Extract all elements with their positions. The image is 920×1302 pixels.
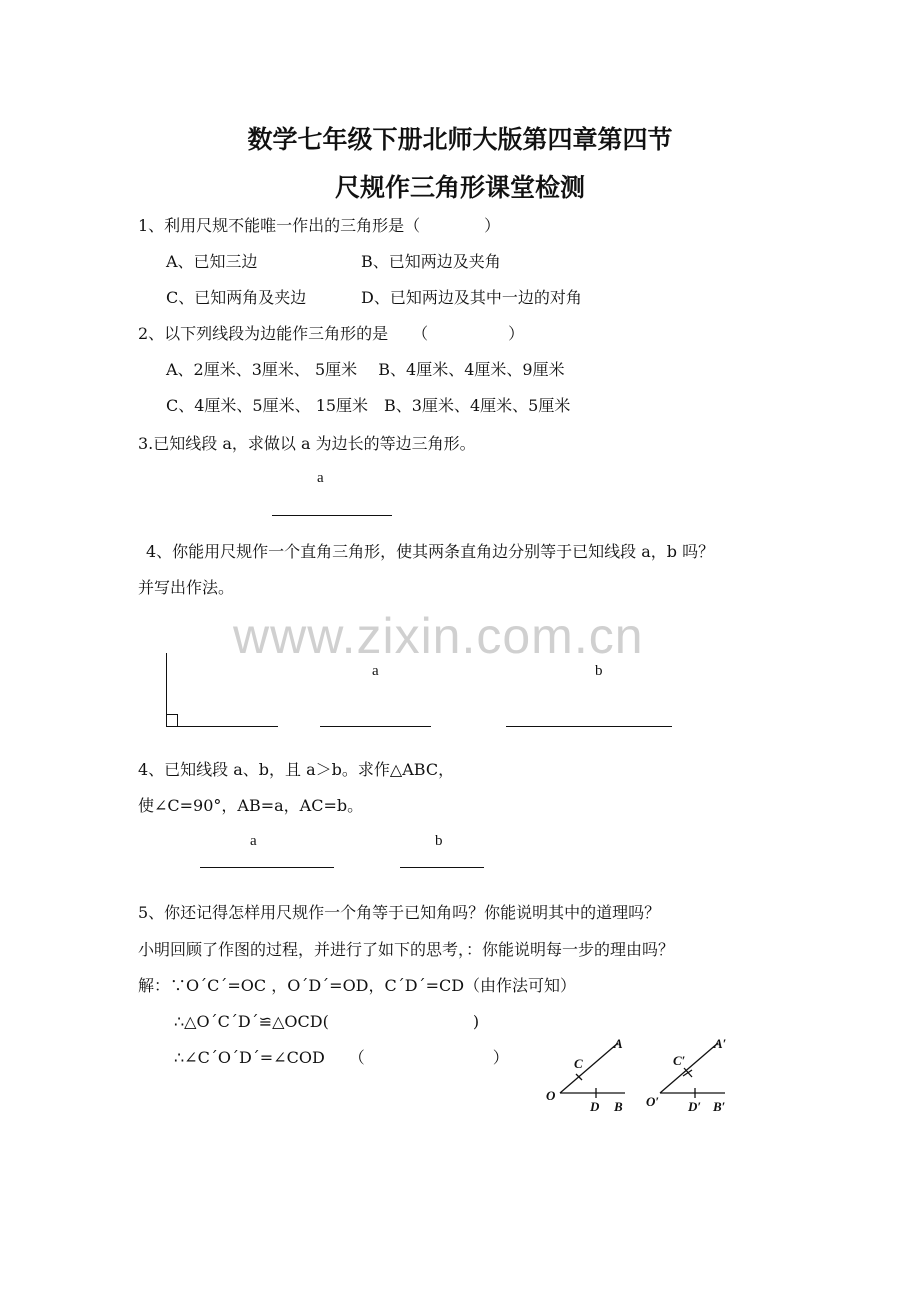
q4b-stem-line-2: 使∠C=90°，AB=a，AC=b。 <box>138 796 364 815</box>
q4a-segment-a <box>320 726 431 727</box>
q1-option-b: B、已知两边及夹角 <box>361 252 501 271</box>
label-b: B <box>614 1099 623 1114</box>
q3-segment-a <box>272 515 392 516</box>
q5-solution-line-2: ∴△O´C´D´≌△OCD( ) <box>174 1012 480 1031</box>
q4a-segment-b <box>506 726 672 727</box>
right-ray-oa <box>660 1043 718 1093</box>
q2-stem: 2、以下列线段为边能作三角形的是 （ ） <box>138 324 525 343</box>
title-line-1: 数学七年级下册北师大版第四章第四节 <box>247 125 673 154</box>
q3-stem: 3.已知线段 a，求做以 a 为边长的等边三角形。 <box>138 434 476 453</box>
label-d: D <box>590 1099 600 1114</box>
q4a-stem-line-1: 4、你能用尺规作一个直角三角形，使其两条直角边分别等于已知线段 a，b 吗？ <box>146 542 715 561</box>
right-angle-marker <box>166 714 178 726</box>
q5-stem-line-2: 小明回顾了作图的过程，并进行了如下的思考，：你能说明每一步的理由吗？ <box>138 940 675 959</box>
q1-option-d: D、已知两边及其中一边的对角 <box>361 288 582 307</box>
q4a-label-a: a <box>372 663 379 679</box>
label-c-prime: C′ <box>673 1053 686 1068</box>
q4a-label-b: b <box>595 663 603 679</box>
label-d-prime: D′ <box>688 1099 702 1114</box>
q2-options-row-1: A、2厘米、3厘米、 5厘米 B、4厘米、4厘米、9厘米 <box>166 360 565 379</box>
q5-stem-line-1: 5、你还记得怎样用尺规作一个角等于已知角吗？你能说明其中的道理吗？ <box>138 903 661 922</box>
q1-option-c: C、已知两角及夹边 <box>166 288 307 307</box>
q4b-label-b: b <box>435 833 443 849</box>
label-o: O <box>546 1088 556 1103</box>
label-a: A <box>614 1036 623 1051</box>
label-c: C <box>574 1056 583 1071</box>
q4b-segment-a <box>200 867 334 868</box>
label-o-prime: O′ <box>646 1094 660 1109</box>
angle-copy-figure <box>540 1030 740 1120</box>
q5-solution-line-1: 解：∵O´C´=OC ，O´D´=OD，C´D´=CD（由作法可知） <box>138 976 577 995</box>
q4b-label-a: a <box>250 833 257 849</box>
q3-segment-label: a <box>317 470 324 486</box>
q1-stem: 1、利用尺规不能唯一作出的三角形是（ ） <box>138 216 501 235</box>
label-b-prime: B′ <box>713 1099 726 1114</box>
q4a-stem-line-2: 并写出作法。 <box>138 578 235 597</box>
left-ray-oa <box>560 1043 618 1093</box>
q2-options-row-2: C、4厘米、5厘米、 15厘米 B、3厘米、4厘米、5厘米 <box>166 396 571 415</box>
q4b-stem-line-1: 4、已知线段 a、b，且 a＞b。求作△ABC， <box>138 760 455 779</box>
right-angle-horizontal-leg <box>166 726 278 727</box>
title-line-2: 尺规作三角形课堂检测 <box>334 173 585 202</box>
q4b-segment-b <box>400 867 484 868</box>
label-a-prime: A′ <box>714 1036 727 1051</box>
watermark: www.zixin.com.cn <box>233 608 644 664</box>
q1-option-a: A、已知三边 <box>166 252 258 271</box>
q5-solution-line-3: ∴∠C´O´D´=∠COD （ ） <box>174 1048 509 1067</box>
